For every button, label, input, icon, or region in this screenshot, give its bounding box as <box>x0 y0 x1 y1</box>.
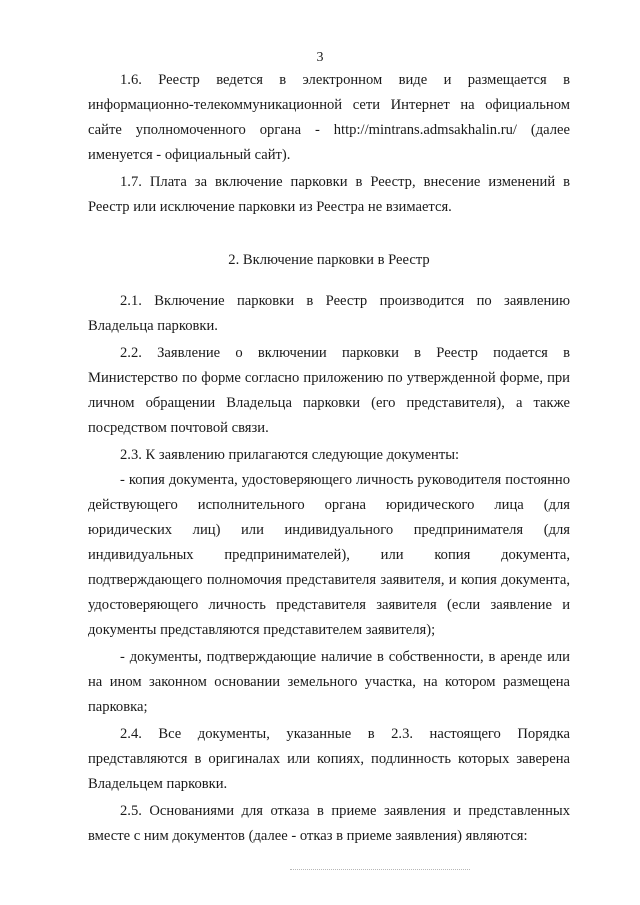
paragraph-1-6: 1.6. Реестр ведется в электронном виде и размещается в информационно-телекоммуникационной сети Интернет на официальном сайте уполномоченного органа - http://mintrans.admsakhalin.ru/ (далее именуется - официальный сайт). <box>88 72 570 163</box>
scan-artifact-line <box>290 869 470 873</box>
paragraph-2-5: 2.5. Основаниями для отказа в приеме заявления и представленных вместе с ним документов (далее - отказ в приеме заявления) являются: <box>88 803 570 844</box>
paragraph-1-7: 1.7. Плата за включение парковки в Реестр, внесение изменений в Реестр или исключение парковки из Реестра не взимается. <box>88 174 570 215</box>
list-item-identity-docs: - копия документа, удостоверяющего личность руководителя постоянно действующего исполнительного органа юридического лица (для юридических лиц) или индивидуального предпринимателя (для индивидуальных предпринимателей), или копия документа, подтверждающего полномочия представителя заявителя, и копия документа, удостоверяющего личность представителя заявителя (если заявление и документы представляются представителем заявителя); <box>88 472 570 638</box>
section-heading: 2. Включение парковки в Реестр <box>228 252 430 268</box>
page-number: 3 <box>316 50 324 65</box>
paragraph-2-2: 2.2. Заявление о включении парковки в Реестр подается в Министерство по форме согласно приложению по утвержденной форме, при личном обращении Владельца парковки (его представителя), а также посредством почтовой связи. <box>88 345 570 436</box>
list-item-land-docs: - документы, подтверждающие наличие в собственности, в аренде или на ином законном основании земельного участка, на котором размещена парковка; <box>88 649 570 715</box>
paragraph-2-3: 2.3. К заявлению прилагаются следующие документы: <box>120 447 460 463</box>
paragraph-2-4: 2.4. Все документы, указанные в 2.3. настоящего Порядка представляются в оригиналах или копиях, подлинность которых заверена Владельцем парковки. <box>88 726 570 792</box>
paragraph-2-1: 2.1. Включение парковки в Реестр производится по заявлению Владельца парковки. <box>88 293 570 334</box>
document-body <box>88 68 570 849</box>
